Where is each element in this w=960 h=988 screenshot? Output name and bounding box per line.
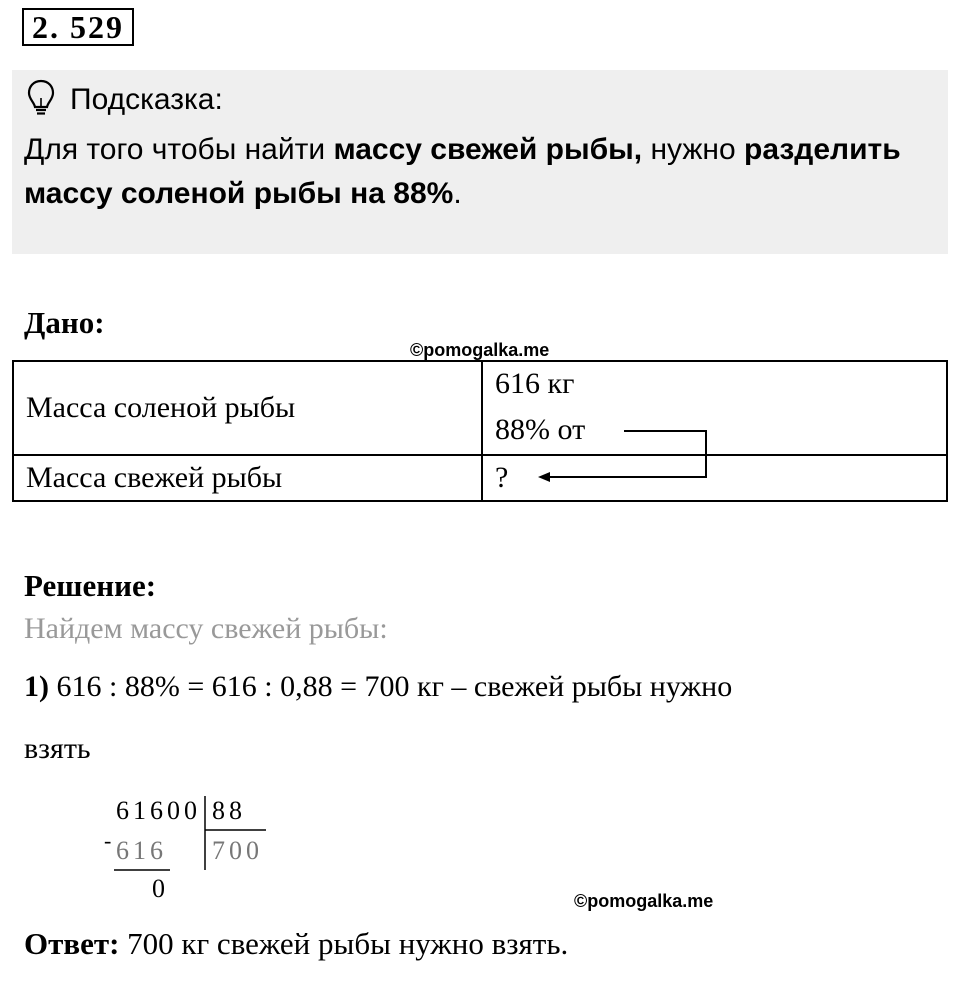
- division-minus: -: [104, 828, 112, 853]
- division-divisor: 88: [212, 796, 246, 825]
- step-number: 1): [24, 670, 49, 703]
- division-remainder: 0: [152, 874, 165, 903]
- hint-text-part: нужно: [642, 133, 745, 166]
- division-dividend: 61600: [116, 796, 201, 825]
- table-cell-label: Масса соленой рыбы: [13, 361, 482, 455]
- hint-text-part: .: [453, 177, 462, 210]
- solution-step-continuation: взять: [24, 732, 91, 765]
- hint-title: Подсказка:: [70, 83, 223, 116]
- given-title: Дано:: [24, 305, 105, 340]
- watermark: ©pomogalka.me: [574, 891, 714, 911]
- division-quotient: 700: [212, 836, 263, 865]
- answer-label: Ответ:: [24, 926, 120, 961]
- answer: [24, 926, 568, 962]
- value-line: 88% от: [495, 413, 586, 446]
- watermark: ©pomogalka.me: [410, 340, 550, 360]
- table-cell-label: Масса свежей рыбы: [13, 455, 482, 501]
- solution-intro: Найдем массу свежей рыбы:: [24, 612, 388, 645]
- hint-bold-part: массу свежей рыбы,: [333, 133, 643, 166]
- table-cell-value: ?: [482, 455, 947, 501]
- value-line: 616 кг: [495, 367, 575, 400]
- problem-number: 2. 529: [22, 8, 134, 46]
- answer-text: 700 кг свежей рыбы нужно взять.: [119, 926, 569, 961]
- division-subtrahend: 616: [116, 836, 167, 865]
- step-text: 616 : 88% = 616 : 0,88 = 700 кг – свежей рыбы нужно: [49, 670, 733, 703]
- hint-text-part: Для того чтобы найти: [24, 133, 334, 166]
- hint-bold-part: разделить массу соленой рыбы на 88%: [24, 133, 901, 210]
- solution-title: Решение:: [24, 568, 157, 603]
